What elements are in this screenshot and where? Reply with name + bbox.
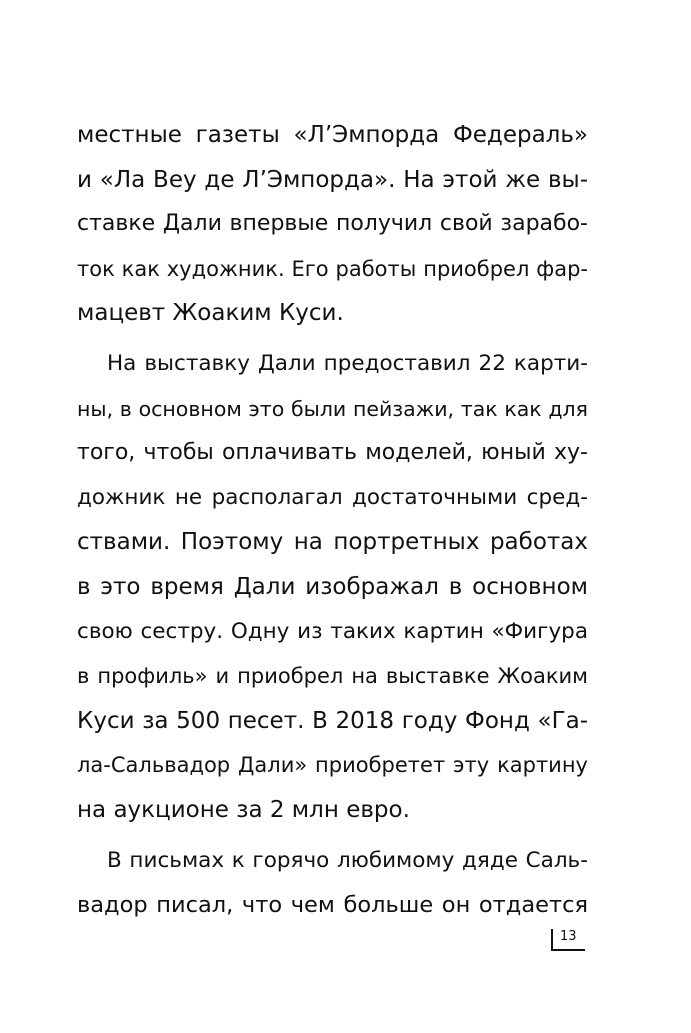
paragraph: [77, 342, 588, 833]
page-number-marker: [551, 929, 591, 951]
text-line: ны, в основном это были пейзажи, так как для: [77, 396, 588, 421]
text-line: вадор писал, что чем больше он отдается: [77, 892, 588, 919]
text-line: и «Ла Веу де Л’Эмпорда». На этой же вы-: [77, 166, 588, 193]
folio-vertical-rule: [551, 929, 553, 951]
text-line: ставке Дали впервые получил свой зарабо-: [77, 211, 588, 237]
paragraph: [77, 839, 588, 928]
text-line: местные газеты «Л’Эмпорда Федераль»: [77, 122, 588, 148]
folio-horizontal-rule: [551, 949, 585, 951]
text-line: На выставку Дали предоставил 22 карти-: [107, 350, 588, 376]
text-line: ток как художник. Его работы приобрел фар-: [77, 256, 588, 281]
text-line: мацевт Жоаким Куси.: [77, 300, 344, 327]
text-line: ла-Сальвадор Дали» приобретет эту картину: [77, 753, 588, 778]
text-line: на аукционе за 2 млн евро.: [77, 796, 410, 823]
paragraph: [77, 113, 588, 336]
text-line: В письмах к горячо любимому дяде Саль-: [107, 847, 588, 873]
text-line: свою сестру. Одну из таких картин «Фигура: [77, 618, 588, 644]
text-line: ствами. Поэтому на портретных работах: [77, 529, 588, 556]
text-line: Куси за 500 песет. В 2018 году Фонд «Га-: [77, 707, 588, 734]
text-line: дожник не располагал достаточными сред-: [77, 484, 588, 510]
text-line: в это время Дали изображал в основном: [77, 573, 588, 600]
text-line: в профиль» и приобрел на выставке Жоаким: [77, 664, 588, 689]
body-text: [77, 113, 588, 928]
text-line: того, чтобы оплачивать моделей, юный ху-: [77, 440, 588, 466]
page-number: 13: [560, 929, 577, 944]
